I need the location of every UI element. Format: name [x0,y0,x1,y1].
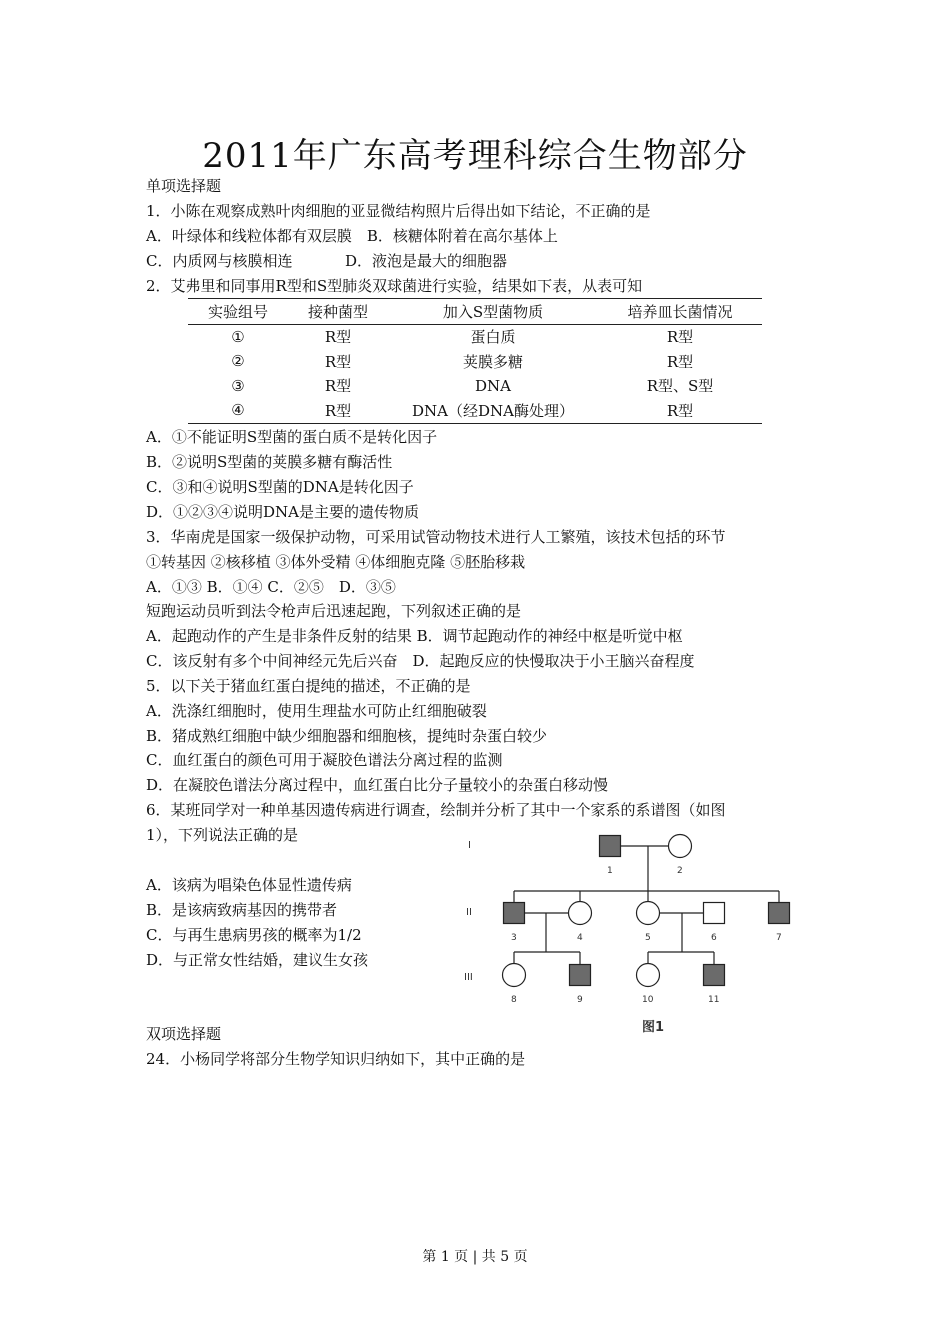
pedigree-label: 1 [607,866,613,876]
section-heading-double: 双项选择题 [146,1025,222,1043]
q3-items: ①转基因 ②核移植 ③体外受精 ④体细胞克隆 ⑤胚胎移栽 [146,553,526,571]
pedigree-individual-10-normal [637,964,660,987]
generation-label-2: II [466,907,472,918]
q6-stem-line2: 1），下列说法正确的是 [146,826,299,844]
q6-option-a: A．该病为唱染色体显性遗传病 [146,876,352,894]
table-cell: R型 [666,401,694,420]
q6-option-b: B．是该病致病基因的携带者 [146,901,338,919]
pedigree-label: 4 [577,933,583,943]
pedigree-label: 5 [645,933,651,943]
pedigree-individual-4-normal [569,902,592,925]
q1-options-ab: A．叶绿体和线粒体都有双层膜 B．核糖体附着在高尔基体上 [146,227,558,245]
pedigree-individual-1-affected [600,836,621,857]
pedigree-label: 9 [577,995,583,1005]
pedigree-label: 2 [677,866,683,876]
table-cell: R型 [324,377,352,396]
pedigree-label: 11 [708,995,720,1005]
q1-option-d: D．液泡是最大的细胞器 [345,252,508,270]
table-cell: ③ [231,376,245,395]
table-cell: 荚膜多糖 [462,352,523,371]
table-header-cell: 加入S型菌物质 [442,302,544,321]
q5-option-d: D．在凝胶色谱法分离过程中，血红蛋白比分子量较小的杂蛋白移动慢 [146,776,609,794]
table-cell: R型 [666,352,694,371]
table-row [188,374,762,399]
generation-label-1: I [468,840,471,851]
q5-option-c: C．血红蛋白的颜色可用于凝胶色谱法分离过程的监测 [146,751,503,769]
table-header-cell: 实验组号 [207,302,268,321]
q1-option-c: C．内质网与核膜相连 [146,252,293,270]
pedigree-label: 6 [711,933,717,943]
pedigree-individual-3-affected [504,903,525,924]
q2-option-d: D．①②③④说明DNA是主要的遗传物质 [146,503,420,521]
pedigree-individual-6-normal [704,903,725,924]
experiment-table [188,298,762,424]
q1-stem: 1．小陈在观察成熟叶肉细胞的亚显微结构照片后得出如下结论，不正确的是 [146,202,651,220]
table-cell: R型 [324,401,352,420]
pedigree-individual-11-affected [704,965,725,986]
pedigree-individual-5-normal [637,902,660,925]
table-cell: 蛋白质 [470,328,516,347]
page-title: 2011年广东高考理科综合生物部分 [202,136,748,176]
table-row [188,324,762,349]
pedigree-individual-7-affected [769,903,790,924]
q3-stem: 3．华南虎是国家一级保护动物，可采用试管动物技术进行人工繁殖，该技术包括的环节 [146,528,726,546]
table-cell: DNA（经DNA酶处理） [412,401,574,420]
page-footer: 第 1 页 | 共 5 页 [422,1249,528,1265]
table-cell: ④ [231,401,245,420]
generation-label-3: III [464,972,473,983]
q6-option-d: D．与正常女性结婚，建议生女孩 [146,951,369,969]
section-heading-single: 单项选择题 [146,177,222,195]
table-cell: R型 [666,328,694,347]
table-header-row [188,299,762,325]
table-header-cell: 培养皿长菌情况 [627,302,733,321]
table-cell: ② [231,352,245,371]
q24-stem: 24．小杨同学将部分生物学知识归纳如下，其中正确的是 [146,1050,526,1068]
table-header-cell: 接种菌型 [307,302,368,321]
q5-option-a: A．洗涤红细胞时，使用生理盐水可防止红细胞破裂 [146,702,487,720]
table-cell: R型、S型 [646,377,714,396]
pedigree-individual-9-affected [570,965,591,986]
table-row [188,398,762,423]
q6-option-c: C．与再生患病男孩的概率为1/2 [146,926,362,944]
table-cell: ① [231,327,245,346]
q6-stem-line1: 6．某班同学对一种单基因遗传病进行调查，绘制并分析了其中一个家系的系谱图（如图 [146,801,726,819]
q2-option-c: C．③和④说明S型菌的DNA是转化因子 [146,478,414,496]
q5-stem: 5．以下关于猪血红蛋白提纯的描述，不正确的是 [146,677,471,695]
pedigree-label: 7 [776,933,782,943]
q2-option-a: A．①不能证明S型菌的蛋白质不是转化因子 [146,428,438,446]
table-cell: DNA [475,376,511,395]
q4-options-cd: C．该反射有多个中间神经元先后兴奋 D．起跑反应的快慢取决于小王脑兴奋程度 [146,652,695,670]
q5-option-b: B．猪成熟红细胞中缺少细胞器和细胞核，提纯时杂蛋白较少 [146,727,548,745]
q3-options: A．①③ B．①④ C．②⑤ D．③⑤ [146,578,396,596]
pedigree-individual-2-normal [669,835,692,858]
pedigree-label: 10 [642,995,654,1005]
pedigree-label: 8 [511,995,517,1005]
table-cell: R型 [324,352,352,371]
q2-stem: 2．艾弗里和同事用R型和S型肺炎双球菌进行实验，结果如下表，从表可知 [146,277,643,295]
pedigree-individual-8-normal [503,964,526,987]
pedigree-label: 3 [511,933,517,943]
q2-option-b: B．②说明S型菌的荚膜多糖有酶活性 [146,453,393,471]
figure-caption: 图1 [642,1020,665,1035]
q4-stem: 短跑运动员听到法令枪声后迅速起跑，下列叙述正确的是 [146,602,522,620]
table-cell: R型 [324,328,352,347]
pedigree-chart [452,828,812,1043]
table-row [188,349,762,374]
q4-options-ab: A．起跑动作的产生是非条件反射的结果 B．调节起跑动作的神经中枢是听觉中枢 [146,627,683,645]
